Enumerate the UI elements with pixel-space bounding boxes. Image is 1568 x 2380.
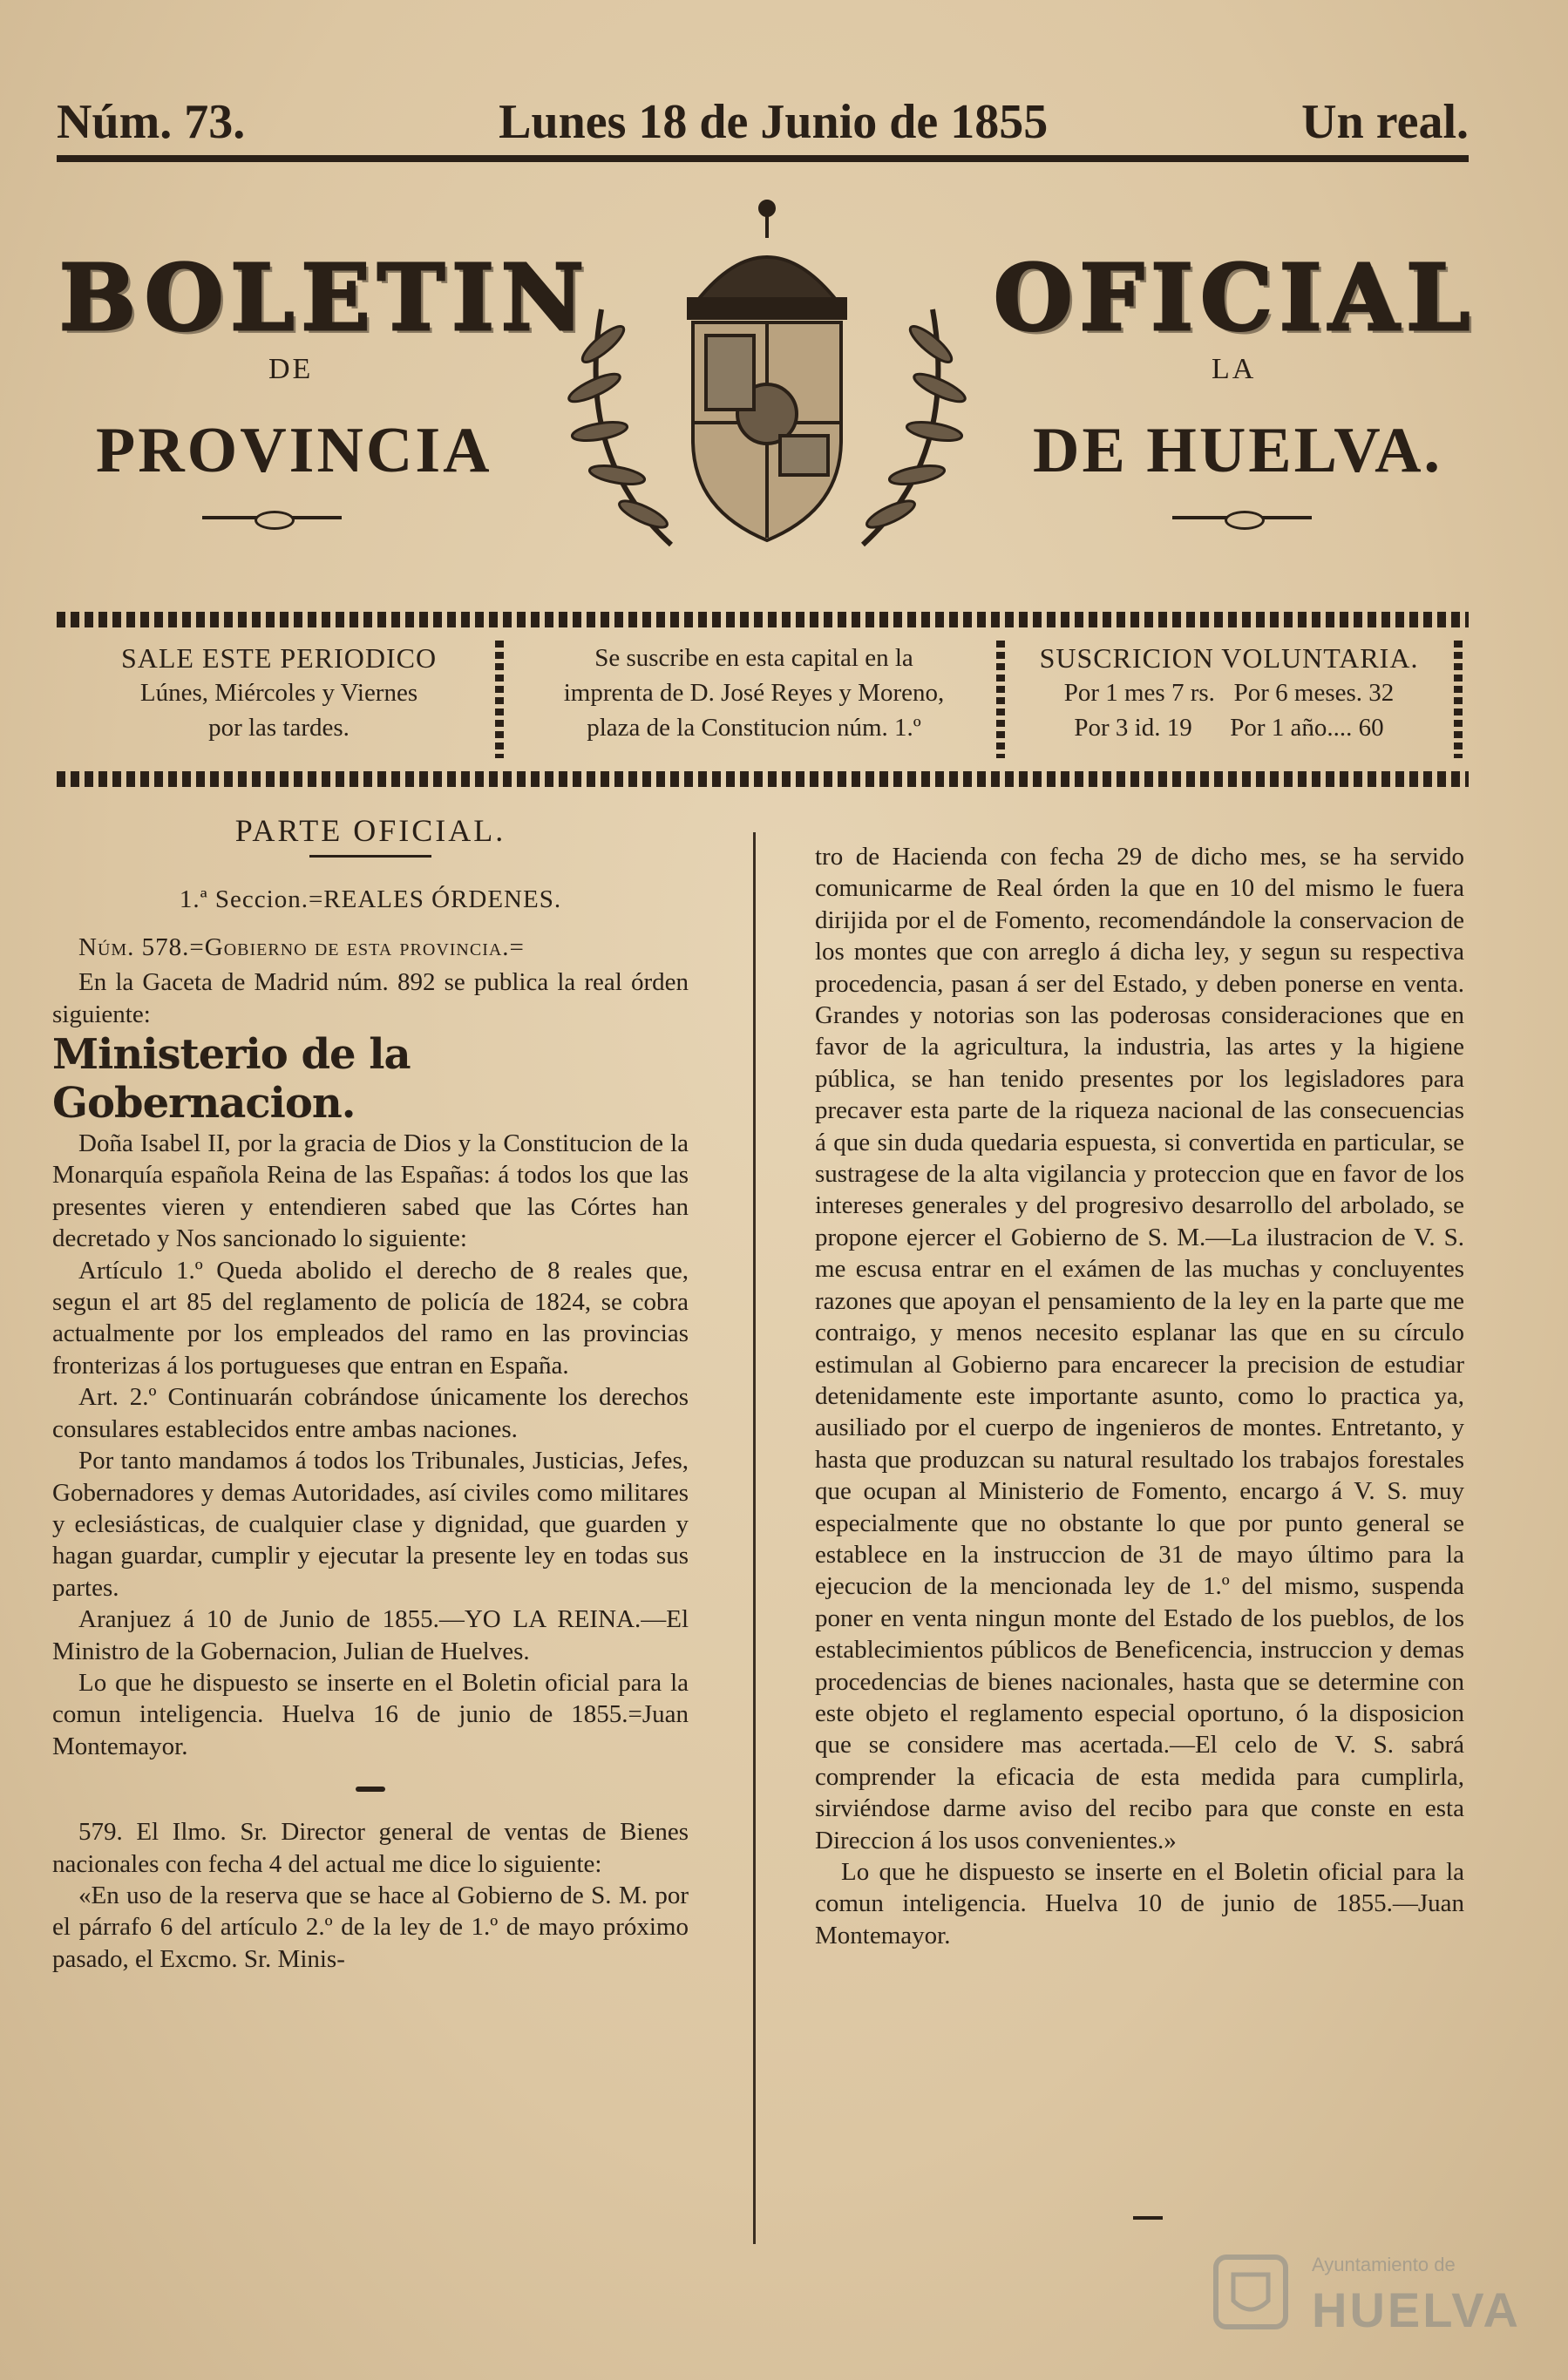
column-divider	[753, 832, 756, 2244]
decree-paragraph: Doña Isabel II, por la gracia de Dios y la Constitucion de la Monarquía española Reina de las Españas: á todos los que las presentes vieren y entendieren sabed que las Córtes han decretado y Nos sancionado lo siguiente:	[52, 1129, 689, 1253]
box-divider-left	[495, 641, 504, 758]
subsection-heading: 1.ª Seccion.=REALES ÓRDENES.	[179, 885, 562, 914]
issue-price: Un real.	[1301, 95, 1469, 149]
watermark-line-1: Ayuntamiento de	[1312, 2254, 1456, 2275]
mandate-paragraph: Por tanto mandamos á todos los Tribunales, Justicias, Jefes, Gobernadores y demas Autoridades, así civiles como militares y eclesiásticas, de cualquier clase y dignidad, que guarden y hagan guardar, cumplir y ejecutar la presente ley en todas sus partes.	[52, 1447, 689, 1602]
title-la: LA	[1212, 353, 1257, 385]
title-de-huelva: DE HUELVA.	[1033, 415, 1443, 486]
box-divider-end	[1454, 641, 1463, 758]
subscription-prices: SUSCRICION VOLUNTARIA. Por 1 mes 7 rs. Por 6 meses. 32 Por 3 id. 19 Por 1 año.... 60	[1039, 642, 1419, 742]
ornament-right	[1172, 516, 1312, 519]
continuation-paragraph: tro de Hacienda con fecha 29 de dicho mes, se ha servido comunicarme de Real órden la que en 10 del mismo le fuera dirijida por el de Fomento, recomendándole la conservacion de los montes que con arreglo á dicha ley, y segun su respectiva procedencia, pasan á ser del Estado, y deben ponerse en venta. Grandes y notorias son las poderosas consideraciones que en favor de la agricultura, la industria, las artes y la higiene pública, se han tenido presentes por los legisladores para precaver esta parte de la riqueza nacional de las consecuencias á que sin duda quedaria espuesta, si convertida en particular, se sustragese de la alta vigilancia y proteccion que en favor de los intereses generales y del progresivo desarrollo del arbolado, se propone ejercer el Gobierno de S. M.—La ilustracion de V. S. me escusa entrar en el exámen de las muchas y concluyentes razones que apoyan el pensamiento de la ley en la parte que me contraigo, y menos necesito esplanar las que en su círculo estimulan al Gobierno para encarecer la precision de estudiar detenidamente este importante asunto, como lo practica ya, ausiliado por el cuerpo de ingenieros de montes. Entretanto, y hasta que produzcan su natural resultado los trabajos forestales que ocupan al Ministerio de Fomento, encargo á V. S. muy especialmente que no obstante lo que por punto general se establece en la instruccion de 31 de mayo último para la ejecucion de la mencionada ley de 1.º del mismo, suspenda poner en venta ningun monte del Estado de los pueblos, de los establecimientos públicos de Beneficencia, instruccion y demas procedencias de bienes nacionales, hasta que se determine con este objeto el reglamento especial oportuno, ó la disposicion que se considere mas acertada.—El celo de V. S. sabrá comprender la eficacia de esta medida para cumplirla, sirviéndose darme aviso del recibo para que conste en esta Direccion á los usos convenientes.»	[815, 843, 1464, 1855]
box-border-bottom	[57, 771, 1469, 787]
intro-paragraph: En la Gaceta de Madrid núm. 892 se publica la real órden siguiente:	[52, 968, 689, 1028]
section-rule	[309, 855, 431, 858]
left-column	[52, 815, 689, 1975]
box-divider-right	[996, 641, 1005, 758]
insertion-paragraph: Lo que he dispuesto se inserte en el Boletin oficial para la comun inteligencia. Huelva 16 de junio de 1855.=Juan Montemayor.	[52, 1668, 689, 1760]
title-provincia: PROVINCIA	[96, 415, 492, 486]
publication-schedule: SALE ESTE PERIODICO Lúnes, Miércoles y Viernes por las tardes.	[120, 642, 438, 742]
right-column	[815, 841, 1464, 1951]
watermark-line-2: HUELVA	[1312, 2282, 1521, 2337]
separator-dash	[356, 1787, 385, 1792]
box-border-top	[57, 612, 1469, 627]
title-oficial: OFICIAL	[994, 244, 1477, 351]
masthead-bar	[57, 92, 1469, 153]
quote-start-paragraph: «En uso de la reserva que se hace al Gobierno de S. M. por el párrafo 6 del artículo 2.º de la ley de 1.º de mayo próximo pasado, el Excmo. Sr. Minis-	[52, 1881, 689, 1973]
paragraph-579: 579. El Ilmo. Sr. Director general de ventas de Bienes nacionales con fecha 4 del actual me dice lo siguiente:	[52, 1818, 689, 1878]
order-number-line: Núm. 578.=Gobierno de esta provincia.=	[78, 932, 525, 961]
title-boletin: BOLETIN	[59, 244, 591, 351]
ministry-heading: Ministerio de la Gobernacion.	[52, 1030, 411, 1129]
section-heading: PARTE OFICIAL.	[234, 813, 506, 848]
footer-dash	[1133, 2216, 1163, 2220]
subscription-location: Se suscribe en esta capital en la imprenta de D. José Reyes y Moreno, plaza de la Constitucion núm. 1.º	[563, 644, 945, 742]
issue-date: Lunes 18 de Junio de 1855	[499, 95, 1049, 149]
masthead-rule	[57, 155, 1469, 162]
issue-number: Núm. 73.	[57, 95, 246, 149]
title-de: DE	[268, 353, 314, 385]
closing-paragraph: Lo que he dispuesto se inserte en el Boletin oficial para la comun inteligencia. Huelva 10 de junio de 1855.—Juan Montemayor.	[815, 1858, 1464, 1949]
signature-paragraph: Aranjuez á 10 de Junio de 1855.—YO LA REINA.—El Ministro de la Gobernacion, Julian de Huelves.	[52, 1605, 689, 1665]
ornament-left	[202, 516, 342, 519]
article-2-paragraph: Art. 2.º Continuarán cobrándose únicamente los derechos consulares establecidos entre ambas naciones.	[52, 1383, 689, 1443]
article-1-paragraph: Artículo 1.º Queda abolido el derecho de 8 reales que, segun el art 85 del reglamento de policía de 1824, se cobra actualmente por los empleados del ramo en las provincias fronterizas á los portugueses que entran en España.	[52, 1256, 689, 1380]
watermark-shield-icon	[1207, 2248, 1294, 2336]
archive-watermark	[1207, 2248, 1538, 2344]
coat-of-arms-icon	[540, 196, 994, 562]
